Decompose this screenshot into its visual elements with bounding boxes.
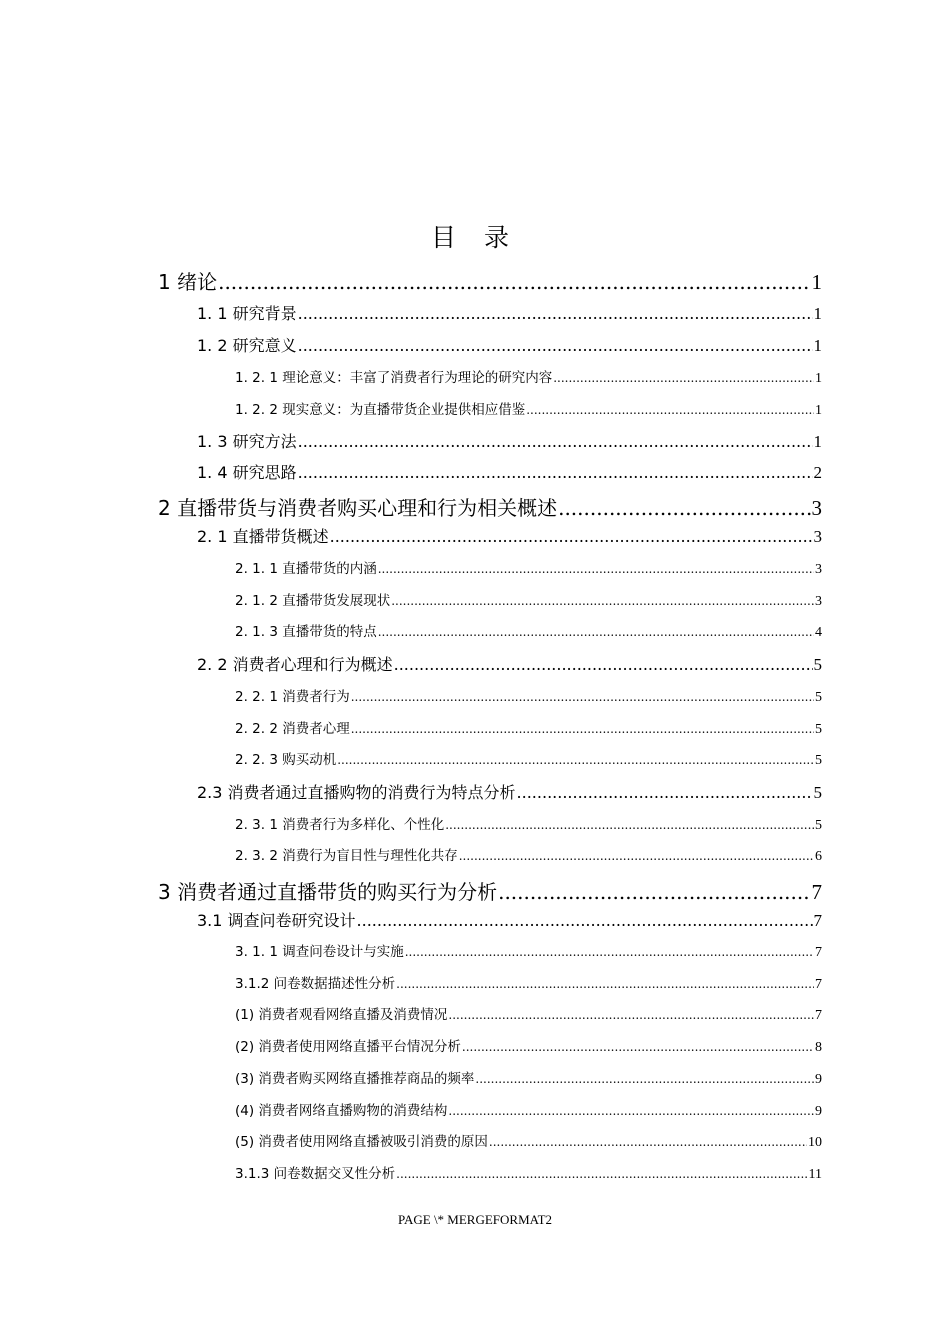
toc-leader-dots [298, 432, 813, 451]
toc-entry-label: 3 消费者通过直播带货的购买行为分析 [158, 880, 498, 904]
toc-entry[interactable] [235, 1130, 822, 1151]
toc-entry[interactable] [235, 589, 822, 610]
toc-entry[interactable] [197, 429, 822, 452]
toc-entry-label: 2. 3. 1 消费者行为多样化、个性化 [235, 817, 445, 833]
toc-entry-page-number: 9 [815, 1072, 822, 1087]
toc-entry-label: 2. 1. 1 直播带货的内涵 [235, 561, 377, 577]
toc-leader-dots [351, 722, 814, 736]
toc-entry[interactable] [235, 844, 822, 865]
toc-entry-page-number: 4 [815, 625, 822, 640]
toc-entry-label: 1. 2 研究意义 [197, 336, 297, 355]
toc-entry[interactable] [235, 940, 822, 961]
toc-entry-page-number: 5 [813, 783, 822, 802]
toc-entry[interactable] [197, 301, 822, 324]
toc-entry-page-number: 7 [813, 911, 822, 930]
toc-entry-label: 3.1.3 问卷数据交叉性分析 [235, 1166, 396, 1182]
toc-entry-label: 3.1 调查问卷研究设计 [197, 911, 356, 930]
toc-entry[interactable] [235, 1003, 822, 1024]
toc-leader-dots [391, 594, 814, 608]
toc-leader-dots [462, 1040, 814, 1054]
toc-entry[interactable] [235, 1162, 822, 1183]
toc-entry[interactable] [235, 1099, 822, 1120]
toc-title: 目 录 [431, 223, 519, 252]
toc-leader-dots [553, 371, 814, 385]
toc-entry-label: (4) 消费者网络直播购物的消费结构 [235, 1103, 448, 1119]
toc-entry[interactable] [158, 492, 822, 521]
toc-entry-label: (1) 消费者观看网络直播及消费情况 [235, 1007, 448, 1023]
toc-entry-page-number: 1 [815, 371, 822, 386]
toc-entry-label: 2 直播带货与消费者购买心理和行为相关概述 [158, 496, 558, 520]
toc-entry[interactable] [235, 620, 822, 641]
toc-entry[interactable] [197, 780, 822, 803]
toc-entry-label: 3. 1. 1 调查问卷设计与实施 [235, 944, 404, 960]
toc-leader-dots [489, 1135, 807, 1149]
toc-entry-label: 1. 2. 2 现实意义：为直播带货企业提供相应借鉴 [235, 402, 526, 418]
toc-entry-page-number: 3 [815, 562, 822, 577]
toc-entry-label: 1. 4 研究思路 [197, 463, 297, 482]
toc-entry-label: 1 绪论 [158, 270, 218, 294]
toc-leader-dots [337, 753, 814, 767]
toc-entry[interactable] [197, 908, 822, 931]
toc-entry-label: 1. 3 研究方法 [197, 432, 297, 451]
toc-leader-dots [459, 849, 814, 863]
toc-entry[interactable] [235, 398, 822, 419]
toc-entry-label: 1. 2. 1 理论意义：丰富了消费者行为理论的研究内容 [235, 370, 553, 386]
toc-entry-page-number: 5 [815, 753, 822, 768]
toc-entry-label: 2. 1. 2 直播带货发展现状 [235, 593, 391, 609]
toc-entry-page-number: 5 [815, 690, 822, 705]
toc-entry-page-number: 1 [813, 432, 822, 451]
toc-entry[interactable] [235, 557, 822, 578]
toc-leader-dots [298, 336, 813, 355]
toc-leader-dots [448, 1008, 814, 1022]
toc-leader-dots [558, 496, 810, 520]
toc-entry-label: 2. 1. 3 直播带货的特点 [235, 624, 377, 640]
toc-leader-dots [298, 463, 813, 482]
toc-entry[interactable] [235, 748, 822, 769]
toc-entry[interactable] [235, 1067, 822, 1088]
toc-leader-dots [475, 1072, 814, 1086]
toc-entry-label: 2. 2. 3 购买动机 [235, 752, 337, 768]
toc-entry-page-number: 7 [815, 945, 822, 960]
toc-entry-label: 1. 1 研究背景 [197, 304, 297, 323]
toc-entry-page-number: 3 [811, 496, 822, 520]
toc-entry-label: 2. 3. 2 消费行为盲目性与理性化共存 [235, 848, 458, 864]
toc-entry-label: 2. 2 消费者心理和行为概述 [197, 655, 393, 674]
toc-entry-label: (5) 消费者使用网络直播被吸引消费的原因 [235, 1134, 488, 1150]
toc-leader-dots [396, 1167, 807, 1181]
toc-leader-dots [405, 945, 814, 959]
toc-leader-dots [378, 562, 814, 576]
toc-entry-page-number: 1 [811, 270, 822, 294]
toc-entry-label: 2.3 消费者通过直播购物的消费行为特点分析 [197, 783, 516, 802]
toc-leader-dots [378, 625, 814, 639]
toc-leader-dots [394, 655, 813, 674]
toc-entry-label: 2. 2. 1 消费者行为 [235, 689, 350, 705]
toc-entry-page-number: 1 [815, 403, 822, 418]
toc-entry-page-number: 5 [815, 818, 822, 833]
toc-entry-page-number: 5 [815, 722, 822, 737]
toc-entry[interactable] [235, 717, 822, 738]
toc-entry-page-number: 1 [813, 304, 822, 323]
toc-entry[interactable] [235, 813, 822, 834]
toc-entry-page-number: 7 [815, 1008, 822, 1023]
page-footer: PAGE \* MERGEFORMAT2 [397, 1212, 553, 1227]
toc-leader-dots [517, 783, 813, 802]
toc-entry-page-number: 7 [811, 880, 822, 904]
toc-entry-label: 3.1.2 问卷数据描述性分析 [235, 976, 396, 992]
toc-entry-page-number: 7 [815, 977, 822, 992]
toc-leader-dots [351, 690, 814, 704]
toc-leader-dots [357, 911, 813, 930]
toc-entry-label: 2. 1 直播带货概述 [197, 527, 329, 546]
toc-entry-page-number: 10 [808, 1135, 822, 1150]
toc-entry-page-number: 8 [815, 1040, 822, 1055]
toc-entry-page-number: 3 [815, 594, 822, 609]
toc-entry-label: (2) 消费者使用网络直播平台情况分析 [235, 1039, 461, 1055]
toc-entry[interactable] [197, 524, 822, 547]
toc-entry-label: 2. 2. 2 消费者心理 [235, 721, 350, 737]
toc-entry-label: (3) 消费者购买网络直播推荐商品的频率 [235, 1071, 475, 1087]
toc-entry-page-number: 9 [815, 1104, 822, 1119]
toc-entry-page-number: 3 [813, 527, 822, 546]
toc-entry[interactable] [235, 685, 822, 706]
toc-entry-page-number: 1 [813, 336, 822, 355]
toc-entry[interactable] [197, 652, 822, 675]
toc-entry-page-number: 11 [808, 1167, 822, 1182]
toc-entry-page-number: 5 [813, 655, 822, 674]
toc-entry-page-number: 6 [815, 849, 822, 864]
toc-leader-dots [298, 304, 813, 323]
toc-leader-dots [498, 880, 810, 904]
toc-entry[interactable] [235, 1035, 822, 1056]
toc-entry[interactable] [235, 366, 822, 387]
toc-leader-dots [445, 818, 814, 832]
toc-leader-dots [526, 403, 814, 417]
toc-entry[interactable] [235, 972, 822, 993]
toc-entry[interactable] [197, 333, 822, 356]
toc-leader-dots [330, 527, 813, 546]
toc-leader-dots [218, 270, 810, 294]
toc-entry[interactable] [197, 460, 822, 483]
toc-entry[interactable] [158, 266, 822, 295]
toc-leader-dots [396, 977, 814, 991]
toc-entry-page-number: 2 [813, 463, 822, 482]
toc-leader-dots [448, 1104, 814, 1118]
toc-entry[interactable] [158, 876, 822, 905]
